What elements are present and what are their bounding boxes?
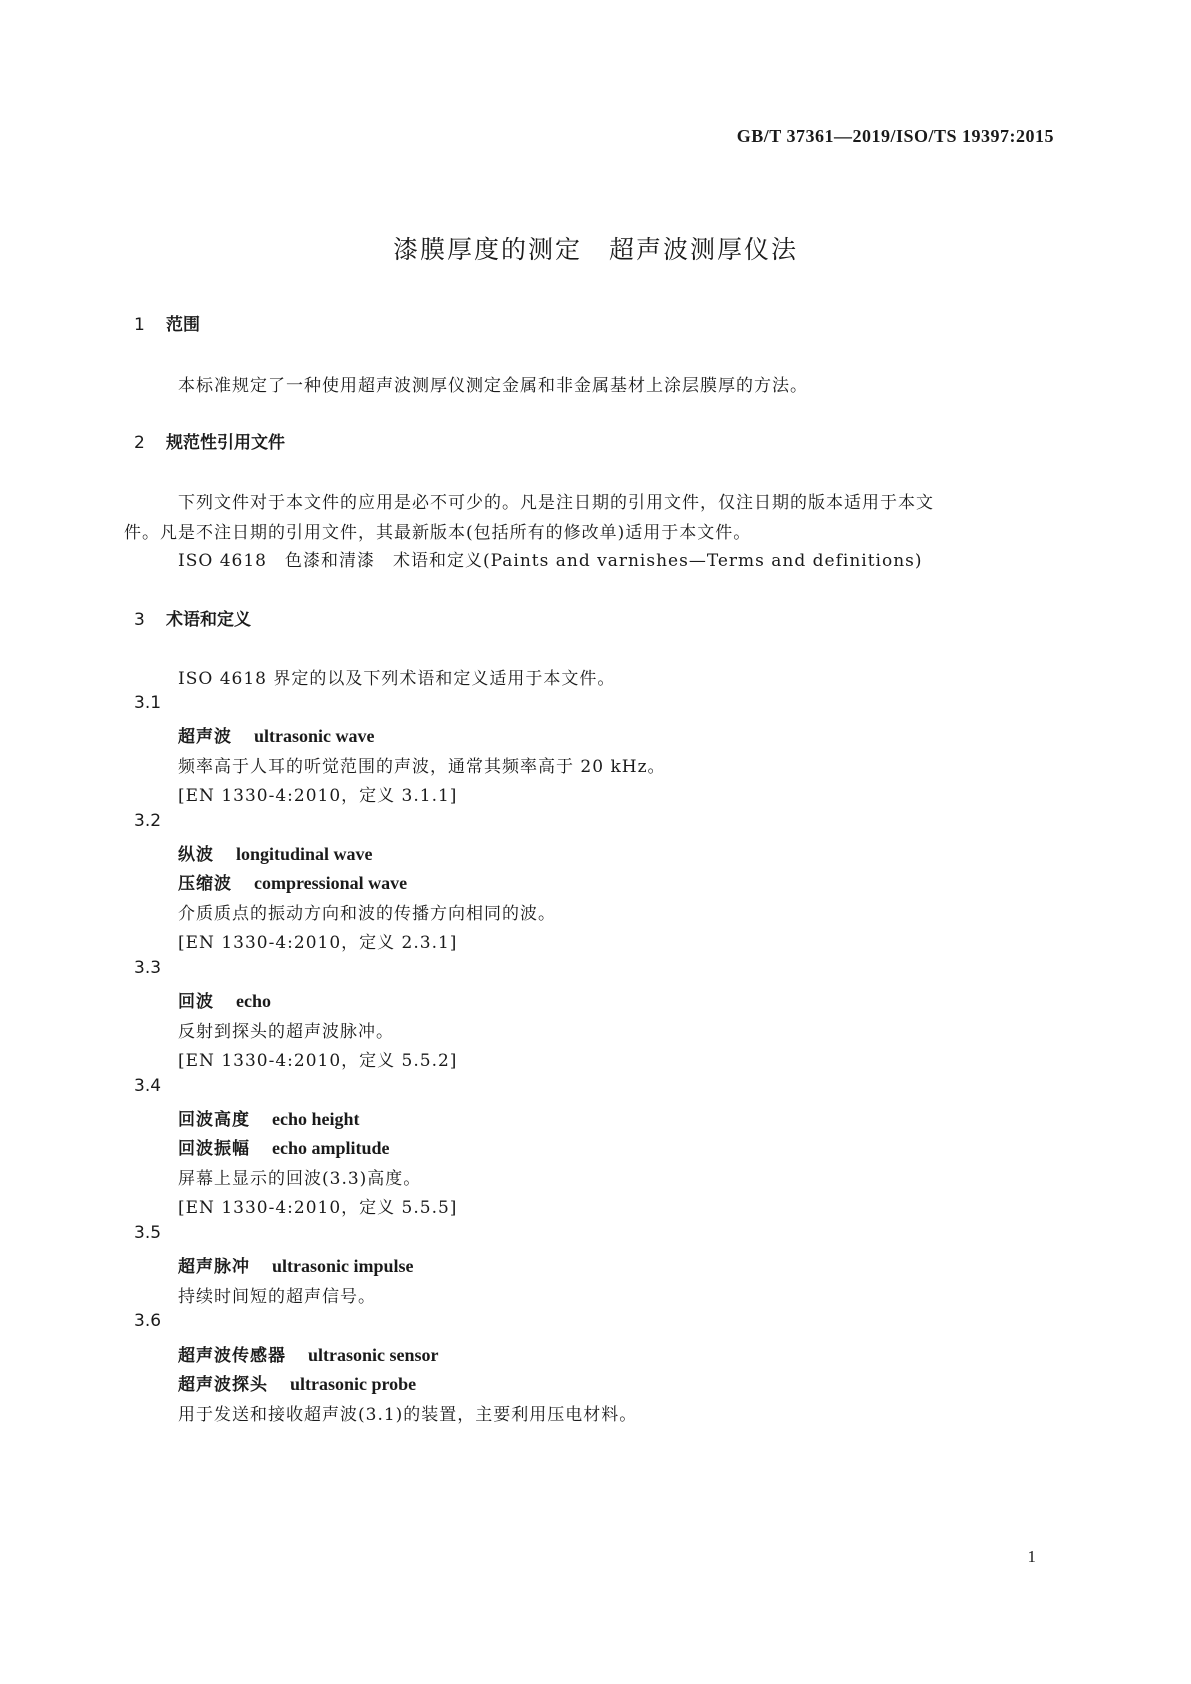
term-en: ultrasonic probe — [290, 1374, 417, 1394]
paragraph: 下列文件对于本文件的应用是必不可少的。凡是注日期的引用文件，仅注日期的版本适用于本文 — [178, 493, 934, 513]
section-title: 规范性引用文件 — [166, 433, 285, 453]
term-name — [178, 1134, 390, 1159]
term-name — [178, 1252, 414, 1277]
term-definition: 持续时间短的超声信号。 — [178, 1287, 376, 1307]
term-en: echo amplitude — [272, 1138, 390, 1158]
paragraph: ISO 4618 界定的以及下列术语和定义适用于本文件。 — [178, 669, 616, 689]
paragraph-continuation: 件。凡是不注日期的引用文件，其最新版本(包括所有的修改单)适用于本文件。 — [124, 523, 752, 543]
page-number: 1 — [1027, 1547, 1036, 1566]
term-zh: 回波 — [178, 992, 214, 1012]
term-number: 3.1 — [134, 693, 162, 713]
term-definition: 用于发送和接收超声波(3.1)的装置，主要利用压电材料。 — [178, 1405, 638, 1425]
term-source: [EN 1330-4:2010，定义 5.5.5] — [178, 1198, 458, 1218]
term-number: 3.4 — [134, 1076, 162, 1096]
term-name — [178, 1105, 360, 1130]
term-definition: 介质质点的振动方向和波的传播方向相同的波。 — [178, 904, 556, 924]
term-definition: 反射到探头的超声波脉冲。 — [178, 1022, 394, 1042]
term-name — [178, 722, 375, 747]
term-source: [EN 1330-4:2010，定义 3.1.1] — [178, 786, 458, 806]
section-number: 2 — [134, 433, 145, 453]
term-definition: 屏幕上显示的回波(3.3)高度。 — [178, 1169, 422, 1189]
term-number: 3.3 — [134, 958, 162, 978]
term-en: ultrasonic impulse — [272, 1256, 414, 1276]
term-name — [178, 840, 373, 865]
term-zh: 超声脉冲 — [178, 1257, 250, 1277]
term-number: 3.5 — [134, 1223, 162, 1243]
term-en: echo height — [272, 1109, 360, 1129]
term-number: 3.2 — [134, 811, 162, 831]
section-title: 范围 — [166, 315, 200, 335]
term-zh: 回波高度 — [178, 1110, 250, 1130]
term-zh: 纵波 — [178, 845, 214, 865]
section-heading-1 — [134, 310, 200, 335]
term-zh: 超声波传感器 — [178, 1346, 286, 1366]
term-number: 3.6 — [134, 1311, 162, 1331]
term-name — [178, 1370, 416, 1395]
standard-code: GB/T 37361—2019/ISO/TS 19397:2015 — [736, 126, 1054, 146]
section-number: 1 — [134, 315, 145, 335]
normative-reference: ISO 4618 色漆和清漆 术语和定义(Paints and varnishes—Terms and definitions) — [178, 551, 923, 571]
paragraph: 本标准规定了一种使用超声波测厚仪测定金属和非金属基材上涂层膜厚的方法。 — [178, 376, 808, 396]
term-source: [EN 1330-4:2010，定义 2.3.1] — [178, 933, 458, 953]
term-en: compressional wave — [254, 873, 408, 893]
document-title: 漆膜厚度的测定 超声波测厚仪法 — [392, 235, 798, 264]
term-zh: 压缩波 — [178, 874, 232, 894]
term-en: longitudinal wave — [236, 844, 373, 864]
term-source: [EN 1330-4:2010，定义 5.5.2] — [178, 1051, 458, 1071]
term-zh: 回波振幅 — [178, 1139, 250, 1159]
term-en: ultrasonic sensor — [308, 1345, 439, 1365]
term-en: echo — [236, 991, 271, 1011]
section-title: 术语和定义 — [166, 610, 251, 630]
section-heading-2 — [134, 428, 285, 453]
section-heading-3 — [134, 605, 251, 630]
term-definition: 频率高于人耳的听觉范围的声波，通常其频率高于 20 kHz。 — [178, 757, 666, 777]
term-name — [178, 987, 271, 1012]
term-en: ultrasonic wave — [254, 726, 375, 746]
section-number: 3 — [134, 610, 145, 630]
term-zh: 超声波探头 — [178, 1375, 268, 1395]
term-name — [178, 1341, 439, 1366]
term-zh: 超声波 — [178, 727, 232, 747]
term-name — [178, 869, 407, 894]
